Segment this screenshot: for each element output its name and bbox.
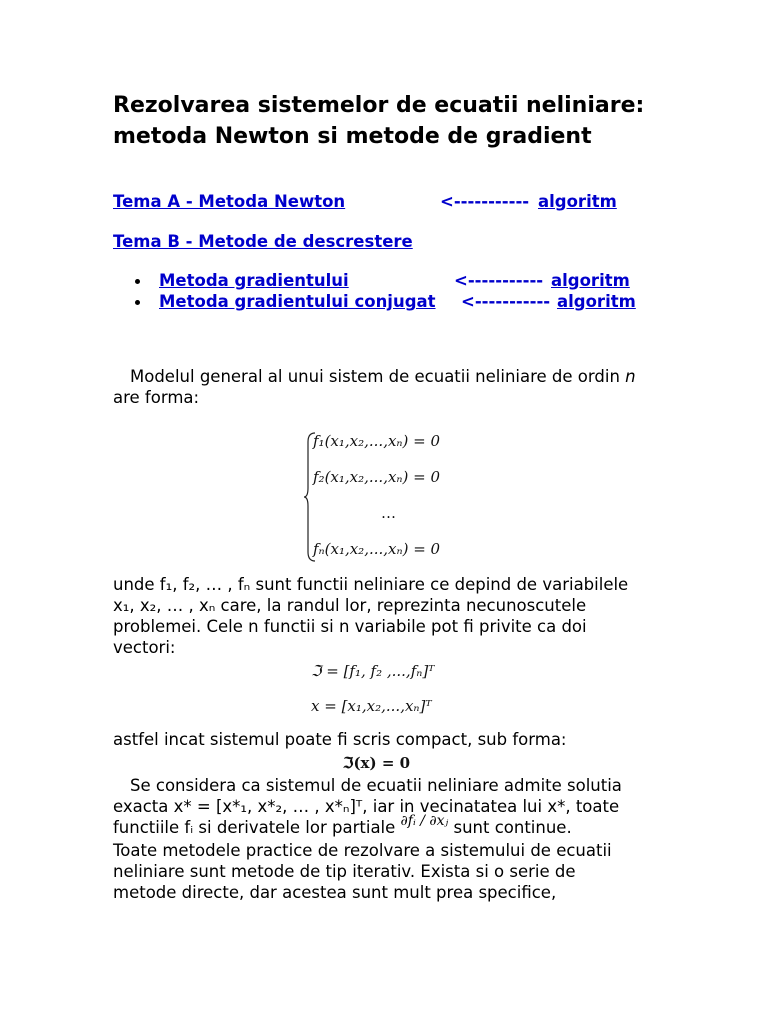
paragraph-model <box>113 366 653 408</box>
paragraph-solution <box>113 775 653 903</box>
para1-text-2: are forma: <box>113 388 200 407</box>
system-eq-1: f₁(x₁,x₂,...,xₙ) = 0 <box>313 432 441 450</box>
para2-line-3: problemei. Cele n functii si n variabile pot fi privite ca doi <box>113 617 587 636</box>
para2-line-1: unde f₁, f₂, … , fₙ sunt functii neliniare ce depind de variabilele <box>113 575 629 594</box>
para4-line-6: metode directe, dar acestea sunt mult prea specifice, <box>113 883 557 902</box>
tema-b-row <box>113 231 413 253</box>
tema-a-row <box>113 191 617 213</box>
para4-line-5: neliniare sunt metode de tip iterativ. Exista si o serie de <box>113 862 576 881</box>
tema-a-link[interactable]: Tema A - Metoda Newton <box>113 192 346 211</box>
compact-equation: ℑ(x) = 0 <box>343 754 411 772</box>
tema-b-link[interactable]: Tema B - Metode de descrestere <box>113 232 413 251</box>
para4-line-2: exacta x* = [x*₁, x*₂, … , x*ₙ]ᵀ, iar in vecinatatea lui x*, toate <box>113 797 620 816</box>
para4-line-4: Toate metodele practice de rezolvare a sistemului de ecuatii <box>113 841 612 860</box>
system-eq-n: fₙ(x₁,x₂,...,xₙ) = 0 <box>313 540 441 558</box>
metoda-gradientului-conjugat-link[interactable]: Metoda gradientului conjugat <box>159 292 436 311</box>
arrow-text: <----------- <box>454 271 544 290</box>
para1-text: Modelul general al unui sistem de ecuatii neliniare de ordin <box>130 367 626 386</box>
algoritm-link-b1[interactable]: algoritm <box>551 271 630 290</box>
arrow-text: <----------- <box>440 192 530 211</box>
para1-n: n <box>625 367 636 386</box>
algoritm-link-b2[interactable]: algoritm <box>557 292 636 311</box>
paragraph-compact: astfel incat sistemul poate fi scris compact, sub forma: <box>113 730 567 749</box>
system-dots: … <box>381 504 396 522</box>
metoda-gradientului-link[interactable]: Metoda gradientului <box>159 271 349 290</box>
para4-line-3a: functiile fᵢ si derivatele lor partiale <box>113 818 396 837</box>
partial-derivative: ∂fᵢ / ∂xⱼ <box>400 813 449 829</box>
algoritm-link-a[interactable]: algoritm <box>538 192 617 211</box>
para2-line-2: x₁, x₂, … , xₙ care, la randul lor, reprezinta necunoscutele <box>113 596 587 615</box>
bullet-dot-icon <box>135 300 140 305</box>
vector-f: ℑ = [f₁, f₂ ,...,fₙ]ᵀ <box>311 662 435 680</box>
para2-line-4: vectori: <box>113 638 176 657</box>
paragraph-functions <box>113 574 653 658</box>
system-eq-2: f₂(x₁,x₂,...,xₙ) = 0 <box>313 468 441 486</box>
page-title: Rezolvarea sistemelor de ecuatii neliniare: metoda Newton si metode de gradient <box>113 93 645 149</box>
vector-x: x = [x₁,x₂,...,xₙ]ᵀ <box>311 697 432 715</box>
arrow-text: <----------- <box>461 292 551 311</box>
para4-line-3b: sunt continue. <box>453 818 572 837</box>
bullet-dot-icon <box>135 279 140 284</box>
para4-line-1: Se considera ca sistemul de ecuatii neliniare admite solutia <box>130 776 622 795</box>
